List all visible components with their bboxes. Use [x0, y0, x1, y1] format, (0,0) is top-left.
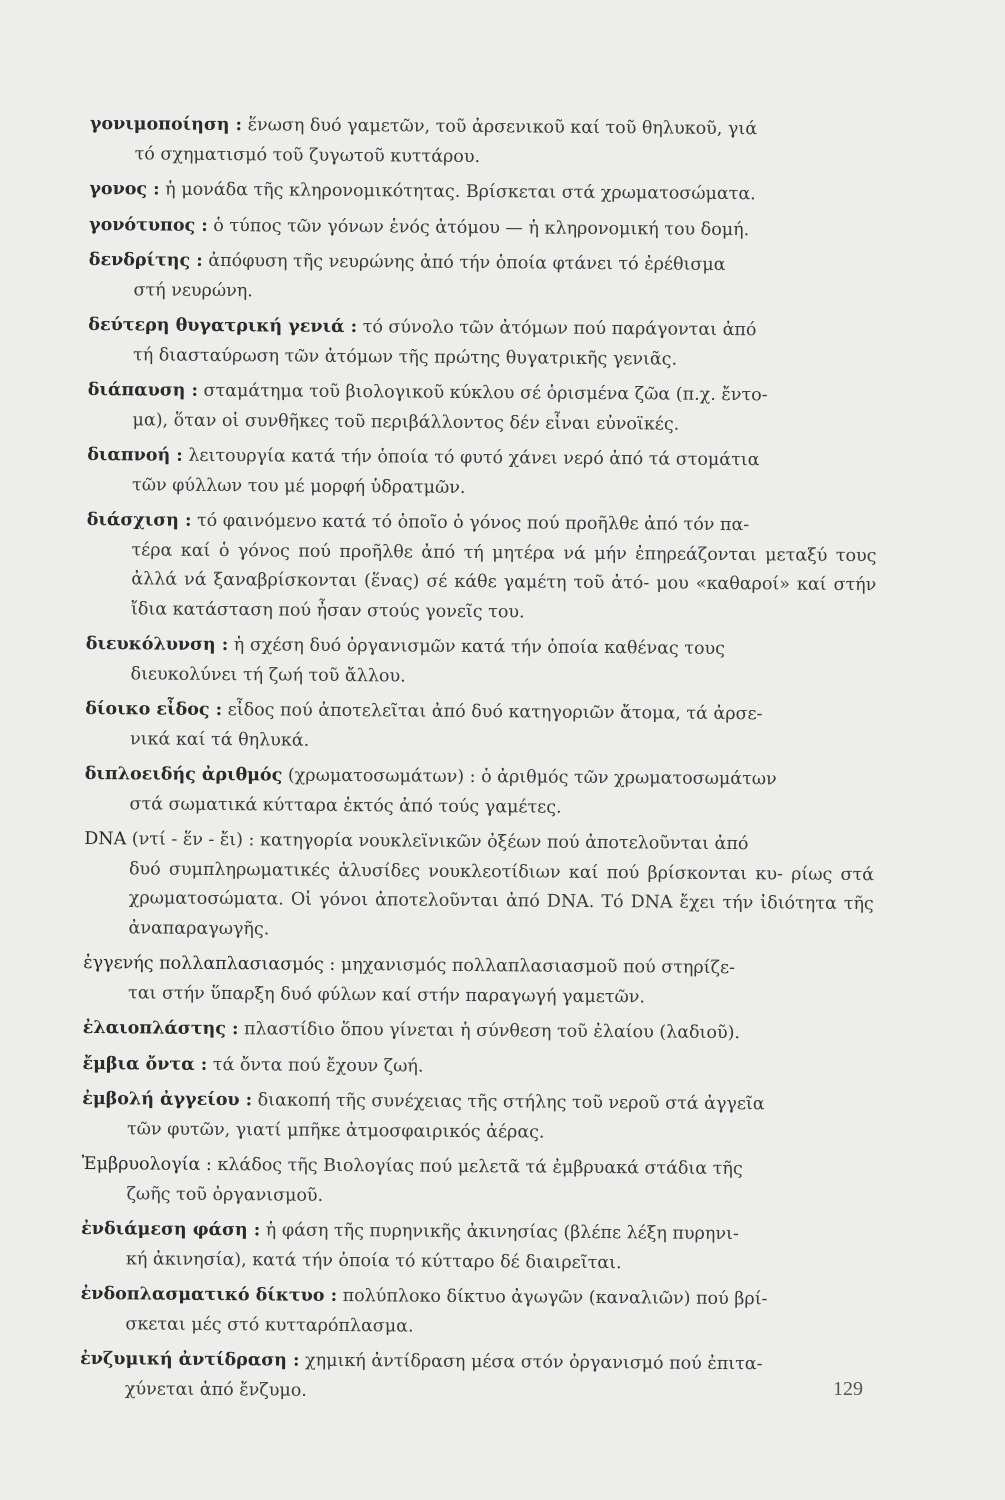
glossary-entry — [88, 311, 878, 376]
entry-definition: ἡ μονάδα τῆς κληρονομικότητας. Βρίσκεται στά χρωματοσώματα. — [165, 179, 756, 205]
entry-definition: τό φαινόμενο κατά τό ὁποῖο ὁ γόνος πού προῆλθε ἀπό τόν πα- — [196, 510, 750, 536]
glossary-entry — [80, 1280, 870, 1345]
entry-definition-cont: τῶν φυτῶν, γιατί μπῆκε ἀτμοσφαιρικός ἀέρας. — [126, 1118, 545, 1143]
entry-term: δενδρίτης : — [88, 249, 203, 271]
entry-term: ἐνζυμική ἀντίδραση : — [80, 1348, 300, 1371]
entry-term: ἐλαιοπλάστης : — [82, 1017, 239, 1040]
entry-term: γονος : — [89, 178, 160, 200]
entry-definition-cont: ται στήν ὕπαρξη δυό φύλων καί στήν παραγωγή γαμετῶν. — [127, 982, 646, 1007]
glossary-entry — [87, 376, 877, 441]
glossary-entry — [88, 246, 878, 311]
entry-term: DNA — [84, 828, 127, 850]
entry-definition: (ντί - ἕν - ἔι) : κατηγορία νουκλεϊνικῶν ὀξέων πού ἀποτελοῦνται ἀπό — [131, 829, 749, 855]
entry-definition-cont: κή ἀκινησία), κατά τήν ὁποία τό κύτταρο δέ διαιρεῖται. — [125, 1248, 622, 1273]
glossary-entry — [89, 175, 879, 211]
entry-term: ἐγγενής πολλαπλασιασμός : — [83, 952, 336, 975]
entry-definition: εἶδος πού ἀποτελεῖται ἀπό δυό κατηγοριῶν ἄτομα, τά ἀρσε- — [227, 700, 763, 725]
entry-definition: πλαστίδιο ὅπου γίνεται ἡ σύνθεση τοῦ ἐλαίου (λαδιοῦ). — [243, 1019, 741, 1044]
entry-definition-cont: διευκολύνει τή ζωή τοῦ ἄλλου. — [130, 663, 406, 686]
glossary-list — [80, 110, 880, 1416]
entry-definition-cont: στά σωματικά κύτταρα ἐκτός ἀπό τούς γαμέτες. — [129, 793, 562, 818]
page-number: 129 — [833, 1378, 863, 1400]
entry-definition: σταμάτημα τοῦ βιολογικοῦ κύκλου σέ ὁρισμένα ζῶα (π.χ. ἔντο- — [203, 380, 768, 406]
entry-definition: λειτουργία κατά τήν ὁποία τό φυτό χάνει νερό ἀπό τά στομάτια — [188, 445, 760, 471]
entry-term: γονιμοποίηση : — [89, 113, 243, 136]
entry-term: διευκόλυνση : — [85, 633, 229, 656]
glossary-entry — [90, 110, 880, 175]
entry-definition-cont: μα), ὅταν οἱ συνθῆκες τοῦ περιβάλλοντος δέν εἶναι εὐνοϊκές. — [132, 409, 680, 435]
entry-definition: ὁ τύπος τῶν γόνων ἑνός ἀτόμου — ἡ κληρονομική του δομή. — [213, 215, 750, 240]
entry-definition: ἡ σχέση δυό ὀργανισμῶν κατά τήν ὁποία καθένας τους — [233, 635, 726, 660]
entry-term: δίοικο εἶδος : — [85, 698, 223, 721]
glossary-entry — [86, 506, 877, 630]
glossary-entry — [89, 210, 879, 246]
glossary-entry — [85, 695, 875, 760]
entry-term: ἐμβολή ἀγγείου : — [82, 1088, 253, 1111]
entry-definition: ἡ φάση τῆς πυρηνικῆς ἀκινησίας (βλέπε λέξη πυρηνι- — [265, 1220, 739, 1245]
entry-term: ἐνδοπλασματικό δίκτυο : — [80, 1283, 338, 1306]
entry-term: διπλοειδής ἀριθμός — [84, 763, 283, 786]
glossary-entry — [83, 825, 874, 949]
entry-term: διάπαυση : — [87, 379, 199, 401]
glossary-entry — [82, 1049, 872, 1085]
entry-term: διαπνοή : — [87, 444, 183, 466]
entry-definition-cont: τό σχηματισμό τοῦ ζυγωτοῦ κυττάρου. — [134, 143, 481, 167]
entry-definition: κλάδος τῆς Βιολογίας πού μελετᾶ τά ἐμβρυακά στάδια τῆς — [217, 1155, 743, 1180]
entry-definition-cont: τέρα καί ὁ γόνος πού προῆλθε ἀπό τή μητέρα νά μήν ἐπηρεάζονται μεταξύ τους ἀλλά νά ξαναβρίσκονται (ἕνας) σέ κάθε γαμέτη τοῦ ἀτό- μου «καθαροί» καί στήν ἴδια κατάσταση πού ἦσαν στούς γονεῖς του. — [131, 539, 877, 622]
glossary-entry — [80, 1345, 870, 1410]
glossary-entry — [83, 949, 873, 1014]
glossary-entry — [84, 760, 874, 825]
entry-term: ἐνδιάμεση φάση : — [81, 1218, 261, 1241]
entry-definition: (χρωματοσωμάτων) : ὁ ἀριθμός τῶν χρωματοσωμάτων — [287, 765, 777, 790]
entry-definition: ἀπόφυση τῆς νευρώνης ἀπό τήν ὁποία φτάνει τό ἐρέθισμα — [208, 250, 726, 275]
glossary-entry — [81, 1150, 871, 1215]
entry-definition: τό σύνολο τῶν ἀτόμων πού παράγονται ἀπό — [362, 317, 757, 341]
glossary-entry — [83, 1014, 873, 1050]
entry-term: διάσχιση : — [86, 509, 192, 531]
entry-definition-cont: χύνεται ἀπό ἔνζυμο. — [124, 1378, 307, 1401]
glossary-entry — [81, 1215, 871, 1280]
entry-definition-cont: τή διασταύρωση τῶν ἀτόμων τῆς πρώτης θυγατρικῆς γενιᾶς. — [132, 344, 678, 370]
entry-definition-cont: δυό συμπληρωματικές ἁλυσίδες νουκλεοτίδιων καί πού βρίσκονται κυ- ρίως στά χρωματοσώματα. Οἱ γόνοι ἀποτελοῦνται ἀπό DNA. Τό DNA ἔχει τήν ἰδιότητα τῆς ἀναπαραγωγῆς. — [128, 858, 875, 939]
glossary-entry — [82, 1085, 872, 1150]
entry-definition: μηχανισμός πολλαπλασιασμοῦ πού στηρίζε- — [340, 954, 736, 979]
entry-definition-cont: ζωῆς τοῦ ὀργανισμοῦ. — [126, 1183, 324, 1206]
entry-definition: ἕνωση δυό γαμετῶν, τοῦ ἀρσενικοῦ καί τοῦ θηλυκοῦ, γιά — [247, 115, 758, 140]
entry-definition: πολύπλοκο δίκτυο ἀγωγῶν (καναλιῶν) πού βρί- — [342, 1286, 768, 1310]
entry-definition-cont: νικά καί τά θηλυκά. — [129, 728, 310, 751]
entry-term: Ἐμβρυολογία : — [81, 1153, 212, 1175]
glossary-entry — [85, 630, 875, 695]
entry-term: γονότυπος : — [89, 214, 208, 236]
glossary-entry — [87, 441, 877, 506]
entry-definition: τά ὄντα πού ἔχουν ζωή. — [212, 1054, 424, 1077]
entry-term: ἔμβια ὄντα : — [82, 1053, 208, 1075]
entry-definition-cont: τῶν φύλλων του μέ μορφή ὑδρατμῶν. — [131, 474, 466, 498]
entry-term: δεύτερη θυγατρική γενιά : — [88, 314, 358, 338]
entry-definition: χημική ἀντίδραση μέσα στόν ὀργανισμό πού ἐπιτα- — [304, 1350, 763, 1375]
entry-definition-cont: στή νευρώνη. — [133, 279, 253, 301]
entry-definition-cont: σκεται μές στό κυτταρόπλασμα. — [125, 1313, 414, 1337]
entry-definition: διακοπή τῆς συνέχειας τῆς στήλης τοῦ νεροῦ στά ἀγγεῖα — [257, 1090, 765, 1115]
